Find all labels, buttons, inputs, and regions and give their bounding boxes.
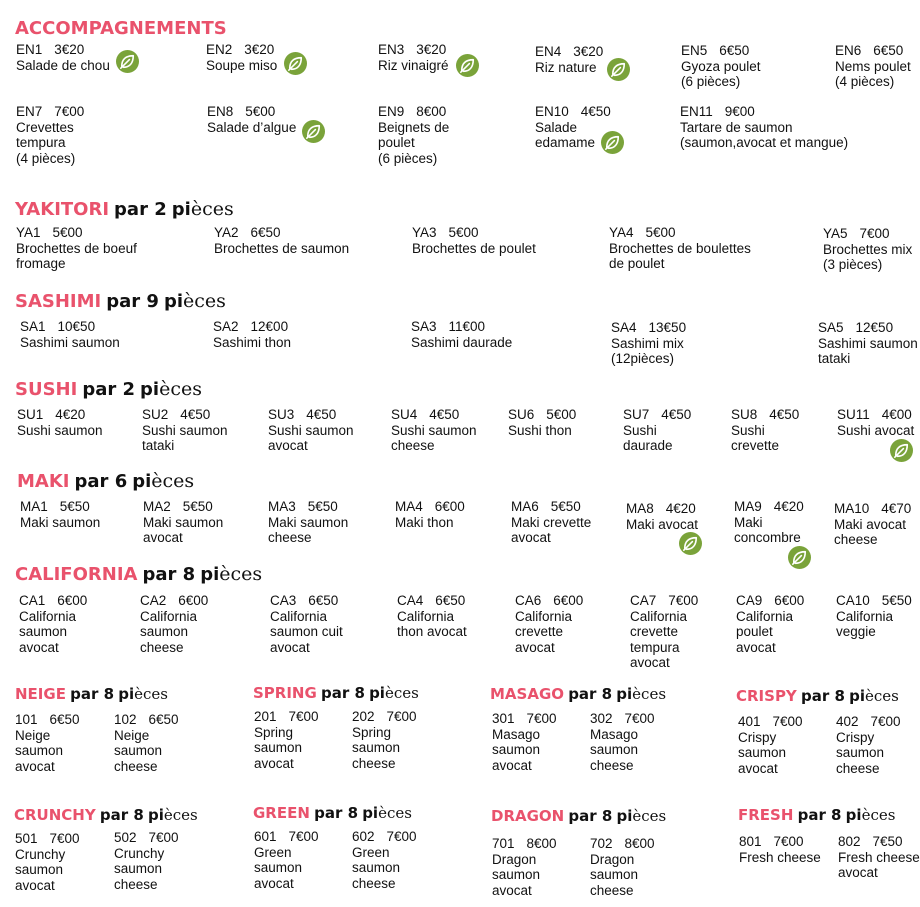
item-code: CA7	[630, 593, 657, 608]
item-description: Neige saumon cheese	[114, 727, 163, 774]
item-price: 3€20	[244, 42, 275, 57]
section-title-yakitori: YAKITORI par 2 pièces	[15, 198, 234, 220]
item-code: CA1	[19, 593, 46, 608]
section-title-sashimi: SASHIMI par 9 pièces	[15, 290, 226, 312]
menu-item	[143, 499, 223, 546]
menu-item	[736, 593, 804, 655]
item-price: 6€00	[178, 593, 209, 608]
item-description: Spring saumon cheese	[352, 724, 401, 771]
menu-item	[16, 42, 110, 73]
menu-item	[19, 593, 87, 655]
item-description: Brochettes mix (3 pièces)	[823, 241, 913, 273]
menu-item	[590, 711, 655, 773]
menu-item	[397, 593, 467, 640]
menu-item	[515, 593, 583, 655]
leaf-icon	[890, 439, 913, 462]
item-description: Sashimi mix (12pièces)	[611, 335, 684, 367]
item-price: 8€00	[526, 836, 557, 851]
item-price: 5€50	[550, 499, 581, 514]
section-title-green: GREEN par 8 pièces	[253, 804, 412, 822]
item-code: EN9	[378, 104, 405, 119]
section-title-masago: MASAGO par 8 pièces	[490, 685, 667, 703]
menu-item	[268, 499, 348, 546]
item-price: 4€50	[661, 407, 692, 422]
item-code: SU7	[623, 407, 650, 422]
item-description: Salade edamame	[535, 119, 596, 151]
item-code: MA9	[734, 499, 762, 514]
item-description: Crispy saumon avocat	[738, 729, 787, 776]
item-description: Neige saumon avocat	[15, 727, 64, 774]
menu-item	[734, 499, 804, 546]
item-price: 5€50	[307, 499, 338, 514]
menu-item	[535, 44, 603, 75]
leaf-icon	[601, 131, 624, 154]
menu-item	[16, 225, 137, 272]
item-description: Soupe miso	[206, 57, 278, 73]
menu-item	[20, 319, 120, 350]
item-price: 6€50	[250, 225, 281, 240]
item-price: 4€50	[580, 104, 611, 119]
leaf-icon	[679, 532, 702, 555]
item-description: California crevette avocat	[515, 608, 573, 655]
menu-item	[352, 829, 417, 891]
item-description: California saumon cheese	[140, 608, 198, 655]
menu-item	[738, 714, 803, 776]
item-code: SA3	[411, 319, 437, 334]
menu-item	[207, 104, 296, 135]
item-code: CA2	[140, 593, 167, 608]
item-description: Gyoza poulet (6 pièces)	[681, 58, 761, 90]
menu-item	[836, 593, 912, 640]
item-description: Tartare de saumon (saumon,avocat et mangue)	[680, 119, 849, 151]
menu-item	[254, 709, 319, 771]
menu-item	[630, 593, 698, 671]
leaf-icon	[788, 546, 811, 569]
menu-item	[609, 225, 751, 272]
item-price: 5€00	[546, 407, 577, 422]
item-price: 6€50	[49, 712, 80, 727]
item-price: 7€00	[668, 593, 699, 608]
item-price: 5€00	[645, 225, 676, 240]
menu-item	[836, 714, 901, 776]
item-code: CA6	[515, 593, 542, 608]
item-code: CA3	[270, 593, 297, 608]
item-code: EN4	[535, 44, 562, 59]
item-code: SU2	[142, 407, 169, 422]
item-code: EN7	[16, 104, 43, 119]
item-description: Maki saumon avocat	[143, 514, 224, 546]
item-code: EN2	[206, 42, 233, 57]
item-description: California crevette tempura avocat	[630, 608, 688, 671]
menu-item	[680, 104, 848, 151]
item-price: 6€00	[57, 593, 88, 608]
menu-item	[411, 319, 512, 350]
menu-item	[16, 104, 84, 166]
item-price: 4€20	[665, 501, 696, 516]
item-description: Masago saumon cheese	[590, 726, 639, 773]
menu-item	[739, 834, 821, 865]
menu-item	[611, 320, 686, 367]
menu-item	[140, 593, 208, 655]
item-description: Dragon saumon avocat	[492, 851, 541, 898]
item-description: California poulet avocat	[736, 608, 794, 655]
menu-item	[378, 104, 449, 166]
item-code: 201	[254, 709, 277, 724]
item-description: Green saumon cheese	[352, 844, 401, 891]
item-description: Crispy saumon cheese	[836, 729, 885, 776]
menu-item	[114, 830, 179, 892]
item-description: Maki saumon	[20, 514, 101, 530]
item-code: MA1	[20, 499, 48, 514]
menu-item	[623, 407, 691, 454]
item-code: 801	[739, 834, 762, 849]
menu-item	[270, 593, 343, 655]
item-code: SA5	[818, 320, 844, 335]
menu-item	[681, 43, 761, 90]
item-price: 7€00	[624, 711, 655, 726]
item-price: 7€00	[49, 831, 80, 846]
item-code: EN3	[378, 42, 405, 57]
item-code: 101	[15, 712, 38, 727]
item-price: 7€00	[386, 709, 417, 724]
item-code: 602	[352, 829, 375, 844]
item-description: Maki avocat cheese	[834, 516, 907, 548]
item-code: EN8	[207, 104, 234, 119]
item-code: CA9	[736, 593, 763, 608]
section-title-spring: SPRING par 8 pièces	[253, 684, 419, 702]
item-price: 11€00	[448, 319, 486, 334]
item-price: 7€00	[386, 829, 417, 844]
item-code: 701	[492, 836, 515, 851]
item-description: Crunchy saumon avocat	[15, 846, 66, 893]
item-price: 6€00	[774, 593, 805, 608]
section-title-sushi: SUSHI par 2 pièces	[15, 378, 202, 400]
item-price: 8€00	[416, 104, 447, 119]
item-code: SA4	[611, 320, 637, 335]
item-description: Sashimi thon	[213, 334, 292, 350]
item-description: Crunchy saumon cheese	[114, 845, 165, 892]
item-price: 13€50	[648, 320, 687, 335]
section-title-accompagnements: ACCOMPAGNEMENTS	[15, 18, 227, 39]
item-price: 7€00	[859, 226, 890, 241]
item-price: 3€20	[54, 42, 85, 57]
item-price: 5€50	[881, 593, 912, 608]
menu-item	[213, 319, 291, 350]
item-description: Sashimi saumon	[20, 334, 120, 350]
item-price: 6€50	[308, 593, 339, 608]
item-price: 7€00	[773, 834, 804, 849]
section-title-california: CALIFORNIA par 8 pièces	[15, 563, 263, 585]
item-code: SU1	[17, 407, 44, 422]
leaf-icon	[302, 120, 325, 143]
menu-item	[492, 711, 557, 773]
item-description: Dragon saumon cheese	[590, 851, 639, 898]
menu-item	[626, 501, 698, 532]
item-code: YA3	[412, 225, 437, 240]
leaf-icon	[116, 50, 139, 73]
item-description: Maki avocat	[626, 516, 699, 532]
item-price: 4€50	[306, 407, 337, 422]
item-code: 402	[836, 714, 859, 729]
item-price: 8€00	[624, 836, 655, 851]
item-description: Sushi daurade	[623, 422, 673, 454]
item-code: SA1	[20, 319, 46, 334]
item-code: MA10	[834, 501, 870, 516]
item-description: Sashimi daurade	[411, 334, 513, 350]
item-description: California saumon cuit avocat	[270, 608, 343, 655]
item-price: 10€50	[57, 319, 96, 334]
item-code: SU6	[508, 407, 535, 422]
menu-item	[15, 712, 80, 774]
item-description: Sushi saumon avocat	[268, 422, 354, 454]
item-code: EN5	[681, 43, 708, 58]
item-code: MA6	[511, 499, 539, 514]
menu-item	[508, 407, 576, 438]
menu-item	[15, 831, 80, 893]
item-description: Sushi avocat	[837, 422, 915, 438]
item-price: 4€50	[180, 407, 211, 422]
item-code: CA4	[397, 593, 424, 608]
item-code: 601	[254, 829, 277, 844]
item-code: SU8	[731, 407, 758, 422]
item-code: CA10	[836, 593, 870, 608]
item-price: 3€20	[416, 42, 447, 57]
item-description: Nems poulet (4 pièces)	[835, 58, 911, 90]
item-price: 6€00	[553, 593, 584, 608]
menu-item	[412, 225, 536, 256]
item-price: 6€50	[435, 593, 466, 608]
item-code: EN11	[680, 104, 713, 119]
item-price: 4€50	[769, 407, 800, 422]
item-description: Crevettes tempura (4 pièces)	[16, 119, 76, 166]
section-title-maki: MAKI par 6 pièces	[17, 470, 195, 492]
item-code: SU4	[391, 407, 418, 422]
menu-item	[590, 836, 655, 898]
item-description: Spring saumon avocat	[254, 724, 303, 771]
item-description: Sushi saumon	[17, 422, 103, 438]
item-description: California thon avocat	[397, 608, 467, 640]
item-price: 6€50	[148, 712, 179, 727]
menu-item	[17, 407, 103, 438]
menu-item	[835, 43, 911, 90]
item-description: Riz vinaigré	[378, 57, 449, 73]
item-price: 6€00	[434, 499, 465, 514]
leaf-icon	[284, 52, 307, 75]
item-price: 7€00	[870, 714, 901, 729]
item-price: 9€00	[724, 104, 755, 119]
item-price: 4€70	[881, 501, 912, 516]
section-title-crunchy: CRUNCHY par 8 pièces	[14, 806, 198, 824]
menu-item	[535, 104, 611, 151]
item-price: 5€00	[245, 104, 276, 119]
item-price: 5€00	[448, 225, 479, 240]
item-description: Maki concombre	[734, 514, 801, 546]
item-code: MA8	[626, 501, 654, 516]
menu-item	[214, 225, 349, 256]
item-price: 4€00	[881, 407, 912, 422]
item-code: EN10	[535, 104, 569, 119]
menu-item	[20, 499, 100, 530]
item-description: Sushi saumon cheese	[391, 422, 477, 454]
item-description: California saumon avocat	[19, 608, 77, 655]
menu-item	[731, 407, 799, 454]
item-code: YA5	[823, 226, 848, 241]
item-price: 5€00	[52, 225, 83, 240]
item-price: 7€00	[526, 711, 557, 726]
item-code: MA2	[143, 499, 171, 514]
item-code: 302	[590, 711, 613, 726]
item-code: 401	[738, 714, 761, 729]
item-price: 7€00	[288, 709, 319, 724]
item-description: Sushi thon	[508, 422, 572, 438]
item-price: 4€20	[773, 499, 804, 514]
menu-item	[268, 407, 354, 454]
item-price: 7€00	[54, 104, 85, 119]
menu-item	[818, 320, 918, 367]
item-code: 702	[590, 836, 613, 851]
item-code: SU3	[268, 407, 295, 422]
menu-item	[378, 42, 449, 73]
menu-item	[254, 829, 319, 891]
menu-item	[823, 226, 912, 273]
leaf-icon	[607, 58, 630, 81]
item-price: 12€00	[250, 319, 289, 334]
item-description: Brochettes de boulettes de poulet	[609, 240, 751, 272]
menu-item	[838, 834, 920, 881]
menu-item	[834, 501, 911, 548]
item-description: Salade de chou	[16, 57, 110, 73]
item-description: Sushi saumon tataki	[142, 422, 228, 454]
section-title-crispy: CRISPY par 8 pièces	[736, 687, 899, 705]
item-code: 802	[838, 834, 861, 849]
item-price: 7€00	[772, 714, 803, 729]
item-code: 102	[114, 712, 137, 727]
menu-item	[206, 42, 277, 73]
item-description: Sushi crevette	[731, 422, 780, 454]
menu-item	[492, 836, 557, 898]
item-description: Sashimi saumon tataki	[818, 335, 918, 367]
menu-item	[142, 407, 228, 454]
item-price: 4€20	[55, 407, 86, 422]
item-code: MA3	[268, 499, 296, 514]
section-title-dragon: DRAGON par 8 pièces	[491, 807, 667, 825]
section-title-neige: NEIGE par 8 pièces	[15, 685, 168, 703]
menu-item	[391, 407, 477, 454]
item-description: Fresh cheese avocat	[838, 849, 920, 881]
item-code: 202	[352, 709, 375, 724]
menu-item	[837, 407, 914, 438]
item-price: 5€50	[182, 499, 213, 514]
item-code: 301	[492, 711, 515, 726]
item-price: 3€20	[573, 44, 604, 59]
menu-item	[114, 712, 179, 774]
item-description: Beignets de poulet (6 pièces)	[378, 119, 450, 166]
item-price: 12€50	[855, 320, 894, 335]
item-description: California veggie	[836, 608, 894, 640]
item-description: Green saumon avocat	[254, 844, 303, 891]
item-price: 6€50	[719, 43, 750, 58]
item-price: 7€00	[148, 830, 179, 845]
item-description: Brochettes de saumon	[214, 240, 350, 256]
menu-item	[395, 499, 465, 530]
item-code: YA2	[214, 225, 239, 240]
item-description: Maki thon	[395, 514, 454, 530]
item-code: 501	[15, 831, 38, 846]
menu-item	[352, 709, 417, 771]
item-code: SA2	[213, 319, 239, 334]
section-title-fresh: FRESH par 8 pièces	[738, 806, 896, 824]
item-code: EN6	[835, 43, 862, 58]
item-price: 7€50	[872, 834, 903, 849]
item-code: EN1	[16, 42, 43, 57]
item-code: SU11	[837, 407, 870, 422]
item-price: 5€50	[59, 499, 90, 514]
item-description: Brochettes de boeuf fromage	[16, 240, 137, 272]
item-description: Riz nature	[535, 59, 597, 75]
item-description: Masago saumon avocat	[492, 726, 541, 773]
item-code: 502	[114, 830, 137, 845]
item-description: Fresh cheese	[739, 849, 821, 865]
item-code: YA4	[609, 225, 634, 240]
item-price: 4€50	[429, 407, 460, 422]
item-price: 7€00	[288, 829, 319, 844]
item-code: MA4	[395, 499, 423, 514]
item-code: YA1	[16, 225, 41, 240]
item-price: 6€50	[873, 43, 904, 58]
menu-item	[511, 499, 591, 546]
item-description: Maki crevette avocat	[511, 514, 592, 546]
item-description: Maki saumon cheese	[268, 514, 349, 546]
item-description: Brochettes de poulet	[412, 240, 536, 256]
item-description: Salade d’algue	[207, 119, 297, 135]
leaf-icon	[456, 54, 479, 77]
